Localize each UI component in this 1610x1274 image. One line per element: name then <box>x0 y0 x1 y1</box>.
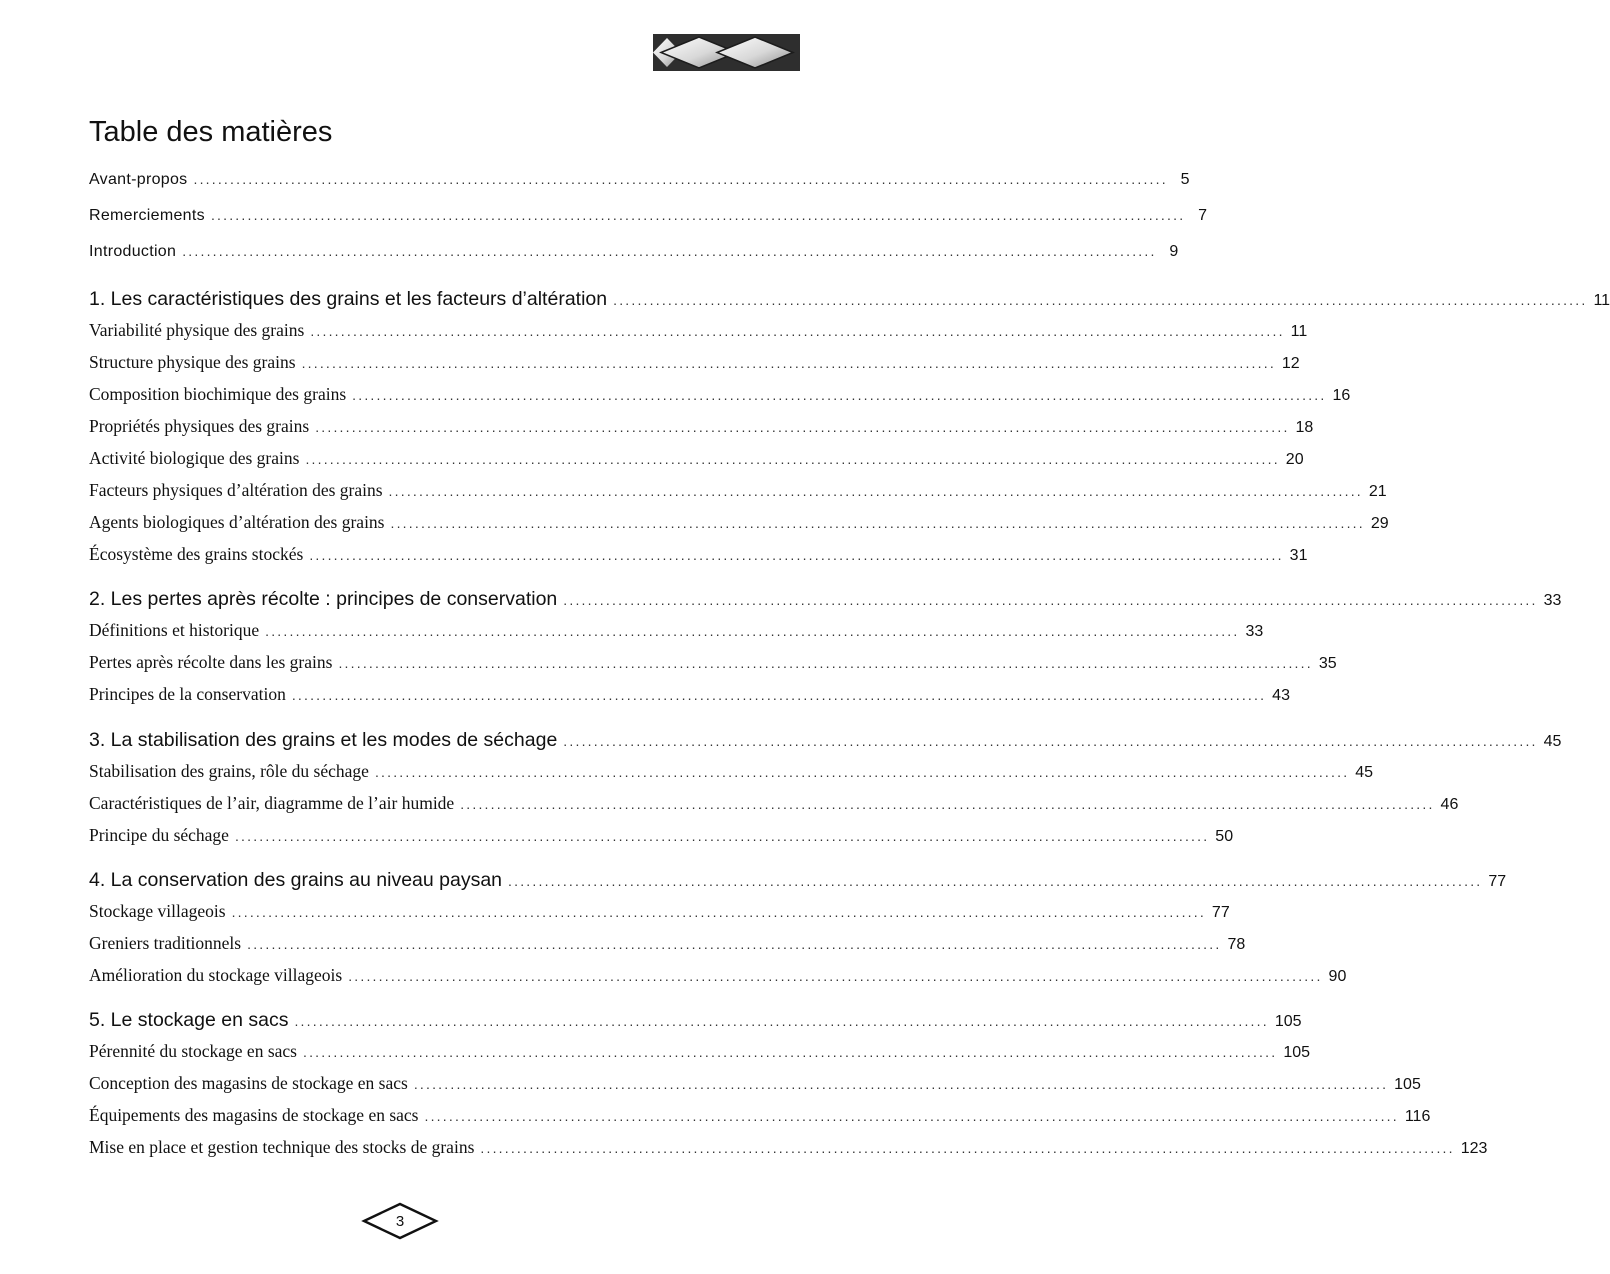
toc-entry-page-number: 50 <box>1215 828 1234 845</box>
toc-entry-title: Structure physique des grains <box>89 352 296 372</box>
toc-entry-section <box>89 512 1389 542</box>
corner-diamond-decoration <box>653 34 800 71</box>
toc-entry-section <box>89 1137 1488 1167</box>
toc-entry-intro <box>89 243 1179 273</box>
dot-leader: ................................................................................................................................................................ <box>563 733 1538 749</box>
toc-entry-section <box>89 793 1459 823</box>
dot-leader: ................................................................................................................................................................ <box>424 1108 1399 1124</box>
dot-leader: ................................................................................................................................................................ <box>563 592 1538 608</box>
toc-entry-intro <box>89 207 1208 237</box>
toc-entry-section <box>89 480 1387 510</box>
toc-entry-title: Pertes après récolte dans les grains <box>89 652 333 672</box>
toc-entry-title: Définitions et historique <box>89 620 260 640</box>
toc-entry-page-number: 35 <box>1318 655 1337 672</box>
dot-leader: ................................................................................................................................................................ <box>265 623 1240 639</box>
toc-entry-title: Greniers traditionnels <box>89 933 242 953</box>
toc-entry-page-number: 29 <box>1370 515 1389 532</box>
toc-entry-title: Équipements des magasins de stockage en sacs <box>89 1105 419 1125</box>
toc-entry-title: Introduction <box>89 243 177 260</box>
toc-entry-title: Pérennité du stockage en sacs <box>89 1041 297 1061</box>
toc-entry-section <box>89 416 1314 446</box>
dot-leader: ................................................................................................................................................................ <box>352 387 1327 403</box>
toc-entry-chapter <box>89 1009 1302 1039</box>
toc-entry-page-number: 7 <box>1198 207 1208 224</box>
dot-leader: ................................................................................................................................................................ <box>305 451 1280 467</box>
toc-entry-section <box>89 1041 1311 1071</box>
toc-entry-title: Amélioration du stockage villageois <box>89 965 343 985</box>
toc-entry-page-number: 12 <box>1281 355 1300 372</box>
toc-entry-page-number: 105 <box>1283 1044 1311 1061</box>
toc-entry-page-number: 11 <box>1593 292 1610 309</box>
toc-entry-section <box>89 320 1308 350</box>
dot-leader: ................................................................................................................................................................ <box>294 1013 1269 1029</box>
toc-entry-section <box>89 684 1290 714</box>
toc-entry-page-number: 77 <box>1488 873 1507 890</box>
toc-entry-page-number: 105 <box>1274 1013 1302 1030</box>
dot-leader: ................................................................................................................................................................ <box>480 1140 1455 1156</box>
toc-entry-page-number: 16 <box>1332 387 1351 404</box>
toc-entry-page-number: 90 <box>1328 968 1347 985</box>
toc-entry-page-number: 18 <box>1295 419 1314 436</box>
toc-entry-title: 1. Les caractéristiques des grains et les facteurs d’altération <box>89 288 608 310</box>
dot-leader: ................................................................................................................................................................ <box>315 419 1290 435</box>
toc-entry-page-number: 21 <box>1368 483 1387 500</box>
toc-entry-section <box>89 620 1264 650</box>
toc-entry-title: Caractéristiques de l’air, diagramme de l’air humide <box>89 793 455 813</box>
toc-entry-section <box>89 825 1234 855</box>
toc-entry-section <box>89 448 1304 478</box>
dot-leader: ................................................................................................................................................................ <box>247 936 1222 952</box>
toc-entry-title: Propriétés physiques des grains <box>89 416 310 436</box>
page-title: Table des matières <box>89 116 333 148</box>
toc-entry-page-number: 123 <box>1460 1140 1488 1157</box>
toc-entry-chapter <box>89 288 1610 318</box>
toc-entry-section <box>89 352 1300 382</box>
toc-entry-title: Principes de la conservation <box>89 684 286 704</box>
toc-entry-page-number: 33 <box>1543 592 1562 609</box>
dot-leader: ................................................................................................................................................................ <box>309 547 1284 563</box>
dot-leader: ................................................................................................................................................................ <box>231 904 1206 920</box>
toc-entry-page-number: 78 <box>1227 936 1246 953</box>
toc-entry-title: 4. La conservation des grains au niveau paysan <box>89 869 503 891</box>
toc-entry-section <box>89 933 1246 963</box>
toc-entry-page-number: 77 <box>1211 904 1230 921</box>
dot-leader: ................................................................................................................................................................ <box>338 655 1313 671</box>
dot-leader: ................................................................................................................................................................ <box>613 292 1588 308</box>
page-number-badge <box>362 1202 438 1240</box>
toc-entry-chapter <box>89 588 1562 618</box>
toc-entry-section <box>89 544 1308 574</box>
toc-entry-section <box>89 1073 1421 1103</box>
toc-entry-page-number: 31 <box>1289 547 1308 564</box>
toc-entry-title: Stabilisation des grains, rôle du séchage <box>89 761 369 781</box>
toc-entry-page-number: 45 <box>1355 764 1374 781</box>
toc-entry-title: Principe du séchage <box>89 825 229 845</box>
toc-entry-title: 3. La stabilisation des grains et les modes de séchage <box>89 729 558 751</box>
toc-entry-page-number: 43 <box>1272 687 1290 704</box>
page-number: 3 <box>395 1212 405 1230</box>
toc-entry-page-number: 116 <box>1404 1108 1431 1125</box>
toc-entry-page-number: 46 <box>1440 796 1459 813</box>
toc-entry-page-number: 5 <box>1180 171 1190 188</box>
toc-entry-title: Activité biologique des grains <box>89 448 300 468</box>
toc-entry-section <box>89 761 1374 791</box>
dot-leader: ................................................................................................................................................................ <box>210 207 1186 223</box>
toc-entry-title: Composition biochimique des grains <box>89 384 347 404</box>
toc-entry-page-number: 105 <box>1394 1076 1421 1093</box>
dot-leader: ................................................................................................................................................................ <box>310 323 1285 339</box>
toc-entry-title: Conception des magasins de stockage en sacs <box>89 1073 408 1093</box>
dot-leader: ................................................................................................................................................................ <box>508 873 1483 889</box>
toc-entry-title: Agents biologiques d’altération des grains <box>89 512 385 532</box>
toc-entry-title: Stockage villageois <box>89 901 226 921</box>
toc-entry-page-number: 33 <box>1245 623 1264 640</box>
toc-entry-title: Mise en place et gestion technique des stocks de grains <box>89 1137 475 1157</box>
dot-leader: ................................................................................................................................................................ <box>302 1044 1278 1060</box>
toc-entry-page-number: 9 <box>1169 243 1179 260</box>
toc-entry-title: Remerciements <box>89 207 205 224</box>
dot-leader: ................................................................................................................................................................ <box>291 687 1267 703</box>
toc-entry-title: Variabilité physique des grains <box>89 320 305 340</box>
toc-entry-title: Facteurs physiques d’altération des grains <box>89 480 383 500</box>
toc-entry-title: 2. Les pertes après récolte : principes de conservation <box>89 588 558 610</box>
toc-entry-chapter <box>89 729 1562 759</box>
toc-entry-section <box>89 384 1351 414</box>
toc-entry-section <box>89 965 1347 995</box>
toc-entry-title: Écosystème des grains stockés <box>89 544 304 564</box>
toc-entry-section <box>89 901 1230 931</box>
dot-leader: ................................................................................................................................................................ <box>374 764 1350 780</box>
toc-entry-title: 5. Le stockage en sacs <box>89 1009 289 1031</box>
toc-entry-page-number: 11 <box>1290 323 1308 340</box>
dot-leader: ................................................................................................................................................................ <box>388 483 1363 499</box>
dot-leader: ................................................................................................................................................................ <box>460 796 1435 812</box>
toc-entry-section <box>89 652 1337 682</box>
dot-leader: ................................................................................................................................................................ <box>234 828 1210 844</box>
dot-leader: ................................................................................................................................................................ <box>348 968 1323 984</box>
dot-leader: ................................................................................................................................................................ <box>182 243 1157 259</box>
toc-entry-intro <box>89 171 1190 201</box>
toc-entry-title: Avant-propos <box>89 171 188 188</box>
dot-leader: ................................................................................................................................................................ <box>301 355 1276 371</box>
dot-leader: ................................................................................................................................................................ <box>193 171 1168 187</box>
toc-entry-page-number: 45 <box>1543 733 1562 750</box>
dot-leader: ................................................................................................................................................................ <box>413 1076 1389 1092</box>
toc-entry-section <box>89 1105 1431 1135</box>
toc-entry-chapter <box>89 869 1507 899</box>
dot-leader: ................................................................................................................................................................ <box>390 515 1365 531</box>
toc-entry-page-number: 20 <box>1285 451 1304 468</box>
